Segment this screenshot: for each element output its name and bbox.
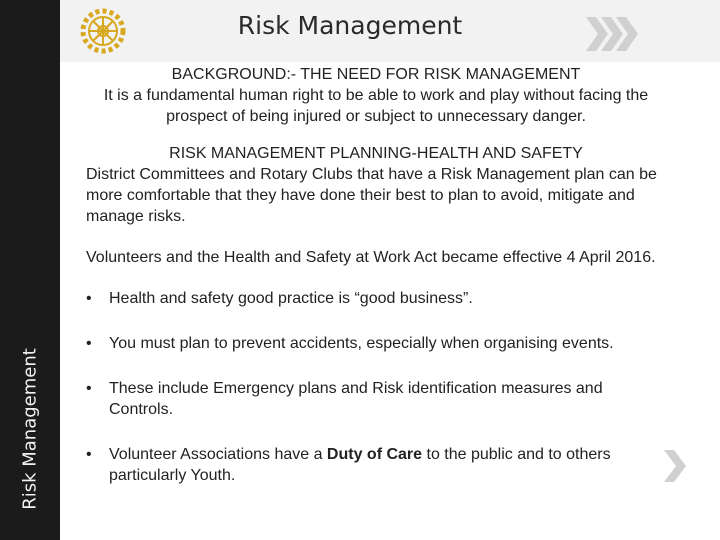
- list-item: • Volunteer Associations have a Duty of Care to the public and to others particularly Youth.: [86, 446, 611, 484]
- sidebar-label: Risk Management: [19, 348, 41, 510]
- bullet-icon: •: [86, 380, 92, 397]
- paragraph-volunteers-act: Volunteers and the Health and Safety at Work Act became effective 4 April 2016.: [86, 249, 656, 266]
- bullet-icon: •: [86, 446, 92, 463]
- page-title: Risk Management: [237, 11, 463, 40]
- list-item: • These include Emergency plans and Risk identification measures and Controls.: [86, 380, 603, 418]
- slide-content: [86, 64, 666, 510]
- duty-of-care-text: Duty of Care: [326, 446, 423, 463]
- bullet-icon: •: [86, 335, 92, 352]
- list-item: • You must plan to prevent accidents, especially when organising events.: [86, 335, 614, 352]
- bullet-list: [86, 288, 666, 486]
- paragraph-human-right: It is a fundamental human right to be able to work and play without facing the prospect of being injured or subject to unnecessary danger.: [103, 87, 649, 125]
- paragraph-district-committees: District Committees and Rotary Clubs that have a Risk Management plan can be more comfortable that they have done their best to plan to avoid, mitigate and manage risks.: [86, 166, 657, 225]
- triple-chevron-icon: [584, 14, 644, 54]
- heading-planning: RISK MANAGEMENT PLANNING-HEALTH AND SAFETY: [169, 145, 583, 162]
- sidebar: [0, 0, 60, 540]
- bullet-icon: •: [86, 290, 92, 307]
- list-item: • Health and safety good practice is “good business”.: [86, 290, 473, 307]
- heading-background: BACKGROUND:- THE NEED FOR RISK MANAGEMENT: [171, 66, 581, 83]
